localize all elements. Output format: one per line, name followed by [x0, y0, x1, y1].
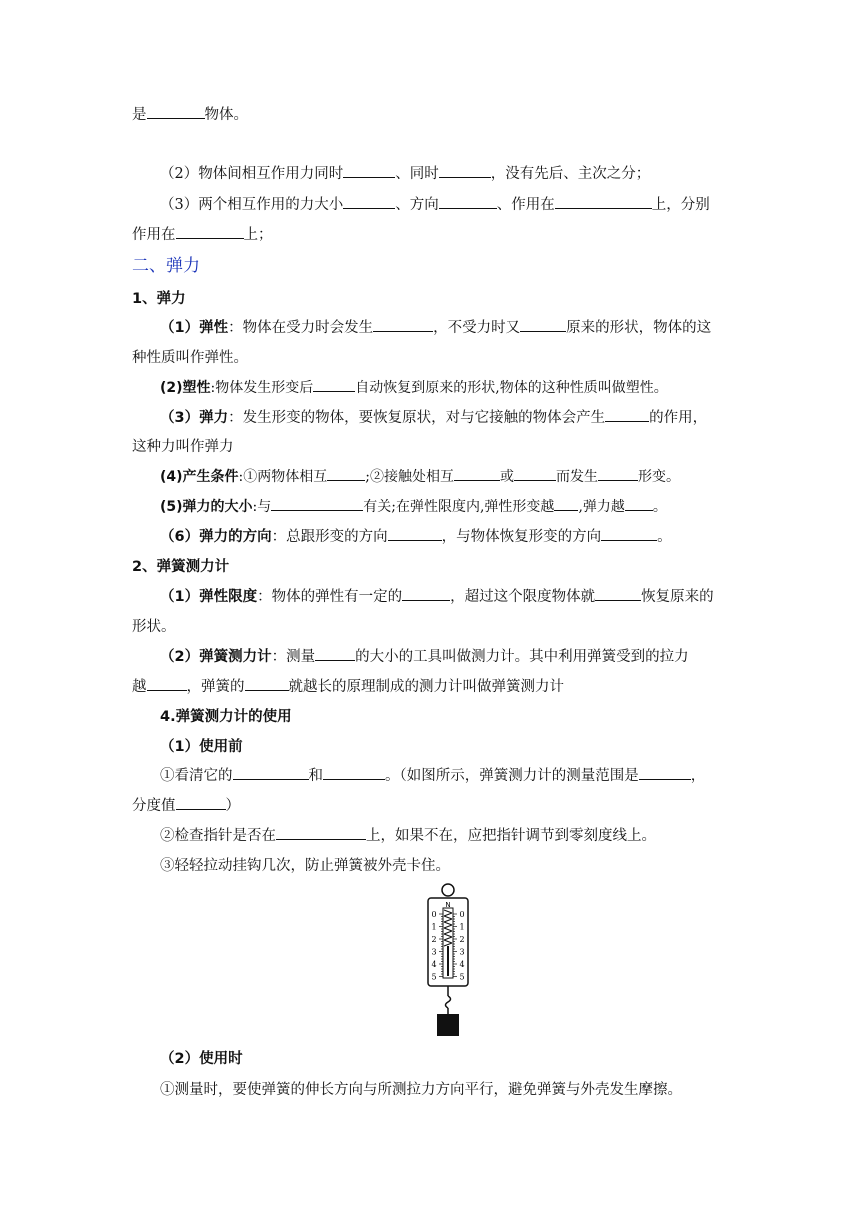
text-line [160, 164, 772, 184]
text-line [160, 587, 772, 607]
text-line [160, 318, 772, 338]
text-line [132, 677, 744, 697]
term: （3）弹力 [160, 410, 229, 426]
fill-blank [245, 677, 289, 691]
spring-scale-drawing [420, 880, 476, 1040]
fill-blank [343, 195, 395, 209]
fill-blank [388, 527, 442, 541]
scale-number-right: 4 [459, 960, 465, 969]
subsection-heading: （1）使用前 [160, 739, 243, 755]
fill-blank [554, 497, 578, 511]
text-line [160, 647, 772, 667]
unit-label: N [445, 901, 451, 909]
text: ，弹簧的 [186, 679, 245, 695]
text: 有关;在弹性限度内,弹性形变越 [363, 499, 555, 515]
fill-blank [327, 467, 365, 481]
text-line [160, 378, 772, 398]
fill-blank [315, 647, 355, 661]
text: 自动恢复到原来的形状,物体的这种性质叫做塑性。 [355, 380, 668, 396]
term: (5)弹力的大小 [160, 499, 253, 515]
text: ，与物体恢复形变的方向 [441, 529, 602, 545]
text: ：物体的弹性有一定的 [257, 589, 403, 605]
term: （1）弹性限度 [160, 589, 258, 605]
text: 原来的形状，物体的这 [566, 320, 712, 336]
term: (4)产生条件 [160, 469, 239, 485]
text-line [132, 105, 744, 125]
text: （2）物体间相互作用力同时 [160, 166, 344, 182]
text: 就越长的原理制成的测力计叫做弹簧测力计 [288, 679, 564, 695]
hook [446, 996, 451, 1008]
term: （1）弹性 [160, 320, 229, 336]
text: 、方向 [395, 197, 439, 213]
fill-blank [233, 766, 309, 780]
fill-blank [402, 587, 450, 601]
fill-blank [176, 225, 244, 239]
scale-number-right: 1 [459, 922, 465, 932]
text-line [160, 826, 772, 846]
text-line: 形状。 [132, 619, 176, 635]
fill-blank [605, 408, 649, 422]
fill-blank [147, 105, 205, 119]
subsection-heading: （2）使用时 [160, 1051, 243, 1067]
spring-scale-figure [420, 880, 476, 1040]
text-line [160, 497, 772, 517]
term: （2）弹簧测力计 [160, 649, 272, 665]
fill-blank [323, 766, 385, 780]
text: 或 [499, 469, 514, 485]
fill-blank [625, 497, 653, 511]
text: 越 [132, 679, 147, 695]
text: 。（如图所示，弹簧测力计的测量范围是 [385, 768, 639, 784]
term: （6）弹力的方向 [160, 529, 272, 545]
text-line [160, 766, 772, 786]
text-line [160, 195, 772, 215]
fill-blank [555, 195, 652, 209]
text: 、同时 [395, 166, 439, 182]
subsection-heading: 4.弹簧测力计的使用 [160, 709, 292, 725]
section-heading: 二、弹力 [132, 256, 200, 276]
text: 作用在 [132, 227, 176, 243]
text: 物体。 [204, 107, 248, 123]
fill-blank [454, 467, 500, 481]
text: 上，分别 [651, 197, 710, 213]
text: ：发生形变的物体，要恢复原状，对与它接触的物体会产生 [228, 410, 606, 426]
fill-blank [276, 826, 366, 840]
text: 。 [657, 529, 672, 545]
text-line: 这种力叫作弹力 [132, 439, 234, 455]
text-line [132, 225, 744, 245]
fill-blank [520, 318, 566, 332]
scale-number-right: 0 [459, 910, 465, 919]
text: ， [690, 768, 706, 784]
text: ，没有先后、主次之分； [490, 166, 651, 182]
text: 形变。 [637, 469, 680, 485]
top-ring [442, 884, 454, 896]
fill-blank [373, 318, 433, 332]
text: ） [225, 798, 240, 814]
fill-blank [598, 467, 638, 481]
scale-number-right: 5 [459, 972, 465, 982]
text: 恢复原来的 [641, 589, 714, 605]
text: ，不受力时又 [433, 320, 521, 336]
scale-number-left: 4 [431, 960, 437, 969]
text: ①看清它的 [160, 768, 233, 784]
fill-blank [439, 164, 491, 178]
fill-blank [176, 796, 226, 810]
subsection-heading: 1、弹力 [132, 291, 186, 307]
term: (2)塑性 [160, 380, 211, 396]
text-line: ①测量时，要使弹簧的伸长方向与所测拉力方向平行，避免弹簧与外壳发生摩擦。 [160, 1082, 682, 1098]
text: 上； [243, 227, 273, 243]
fill-blank [343, 164, 395, 178]
fill-blank [601, 527, 657, 541]
scale-number-left: 2 [431, 935, 437, 944]
text: 是 [132, 107, 147, 123]
text: 的作用， [649, 410, 708, 426]
text: ：总跟形变的方向 [271, 529, 388, 545]
text: ②检查指针是否在 [160, 828, 276, 844]
fill-blank [514, 467, 556, 481]
fill-blank [439, 195, 497, 209]
text: 分度值 [132, 798, 176, 814]
fill-blank [595, 587, 641, 601]
text: ，超过这个限度物体就 [450, 589, 596, 605]
scale-number-left: 0 [431, 910, 437, 919]
weight-block [437, 1014, 459, 1036]
text: 上，如果不在，应把指针调节到零刻度线上。 [366, 828, 656, 844]
text: :物体发生形变后 [210, 380, 314, 396]
text: 和 [308, 768, 323, 784]
fill-blank [313, 378, 355, 392]
text: ：测量 [271, 649, 316, 665]
fill-blank [271, 497, 363, 511]
subsection-heading: 2、弹簧测力计 [132, 559, 230, 575]
scale-number-left: 5 [431, 972, 437, 982]
text: :①两物体相互 [238, 469, 328, 485]
text: ;②接触处相互 [365, 469, 454, 485]
fill-blank [147, 677, 187, 691]
text: （3）两个相互作用的力大小 [160, 197, 344, 213]
text-line: ③轻轻拉动挂钩几次，防止弹簧被外壳卡住。 [160, 858, 450, 874]
text: ：物体在受力时会发生 [228, 320, 374, 336]
text: 而发生 [555, 469, 598, 485]
text: 。 [652, 499, 667, 515]
text: 的大小的工具叫做测力计。其中利用弹簧受到的拉力 [355, 649, 689, 665]
text-line: 种性质叫作弹性。 [132, 350, 248, 366]
text: ,弹力越 [578, 499, 625, 515]
scale-number-right: 2 [459, 935, 465, 944]
scale-number-left: 3 [431, 947, 437, 957]
text-line [132, 796, 744, 816]
text-line [160, 408, 772, 428]
text-line [160, 467, 772, 487]
text-line [160, 527, 772, 547]
text: :与 [252, 499, 272, 515]
text: 、作用在 [496, 197, 555, 213]
scale-number-right: 3 [459, 947, 465, 957]
fill-blank [639, 766, 691, 780]
scale-number-left: 1 [431, 922, 437, 932]
